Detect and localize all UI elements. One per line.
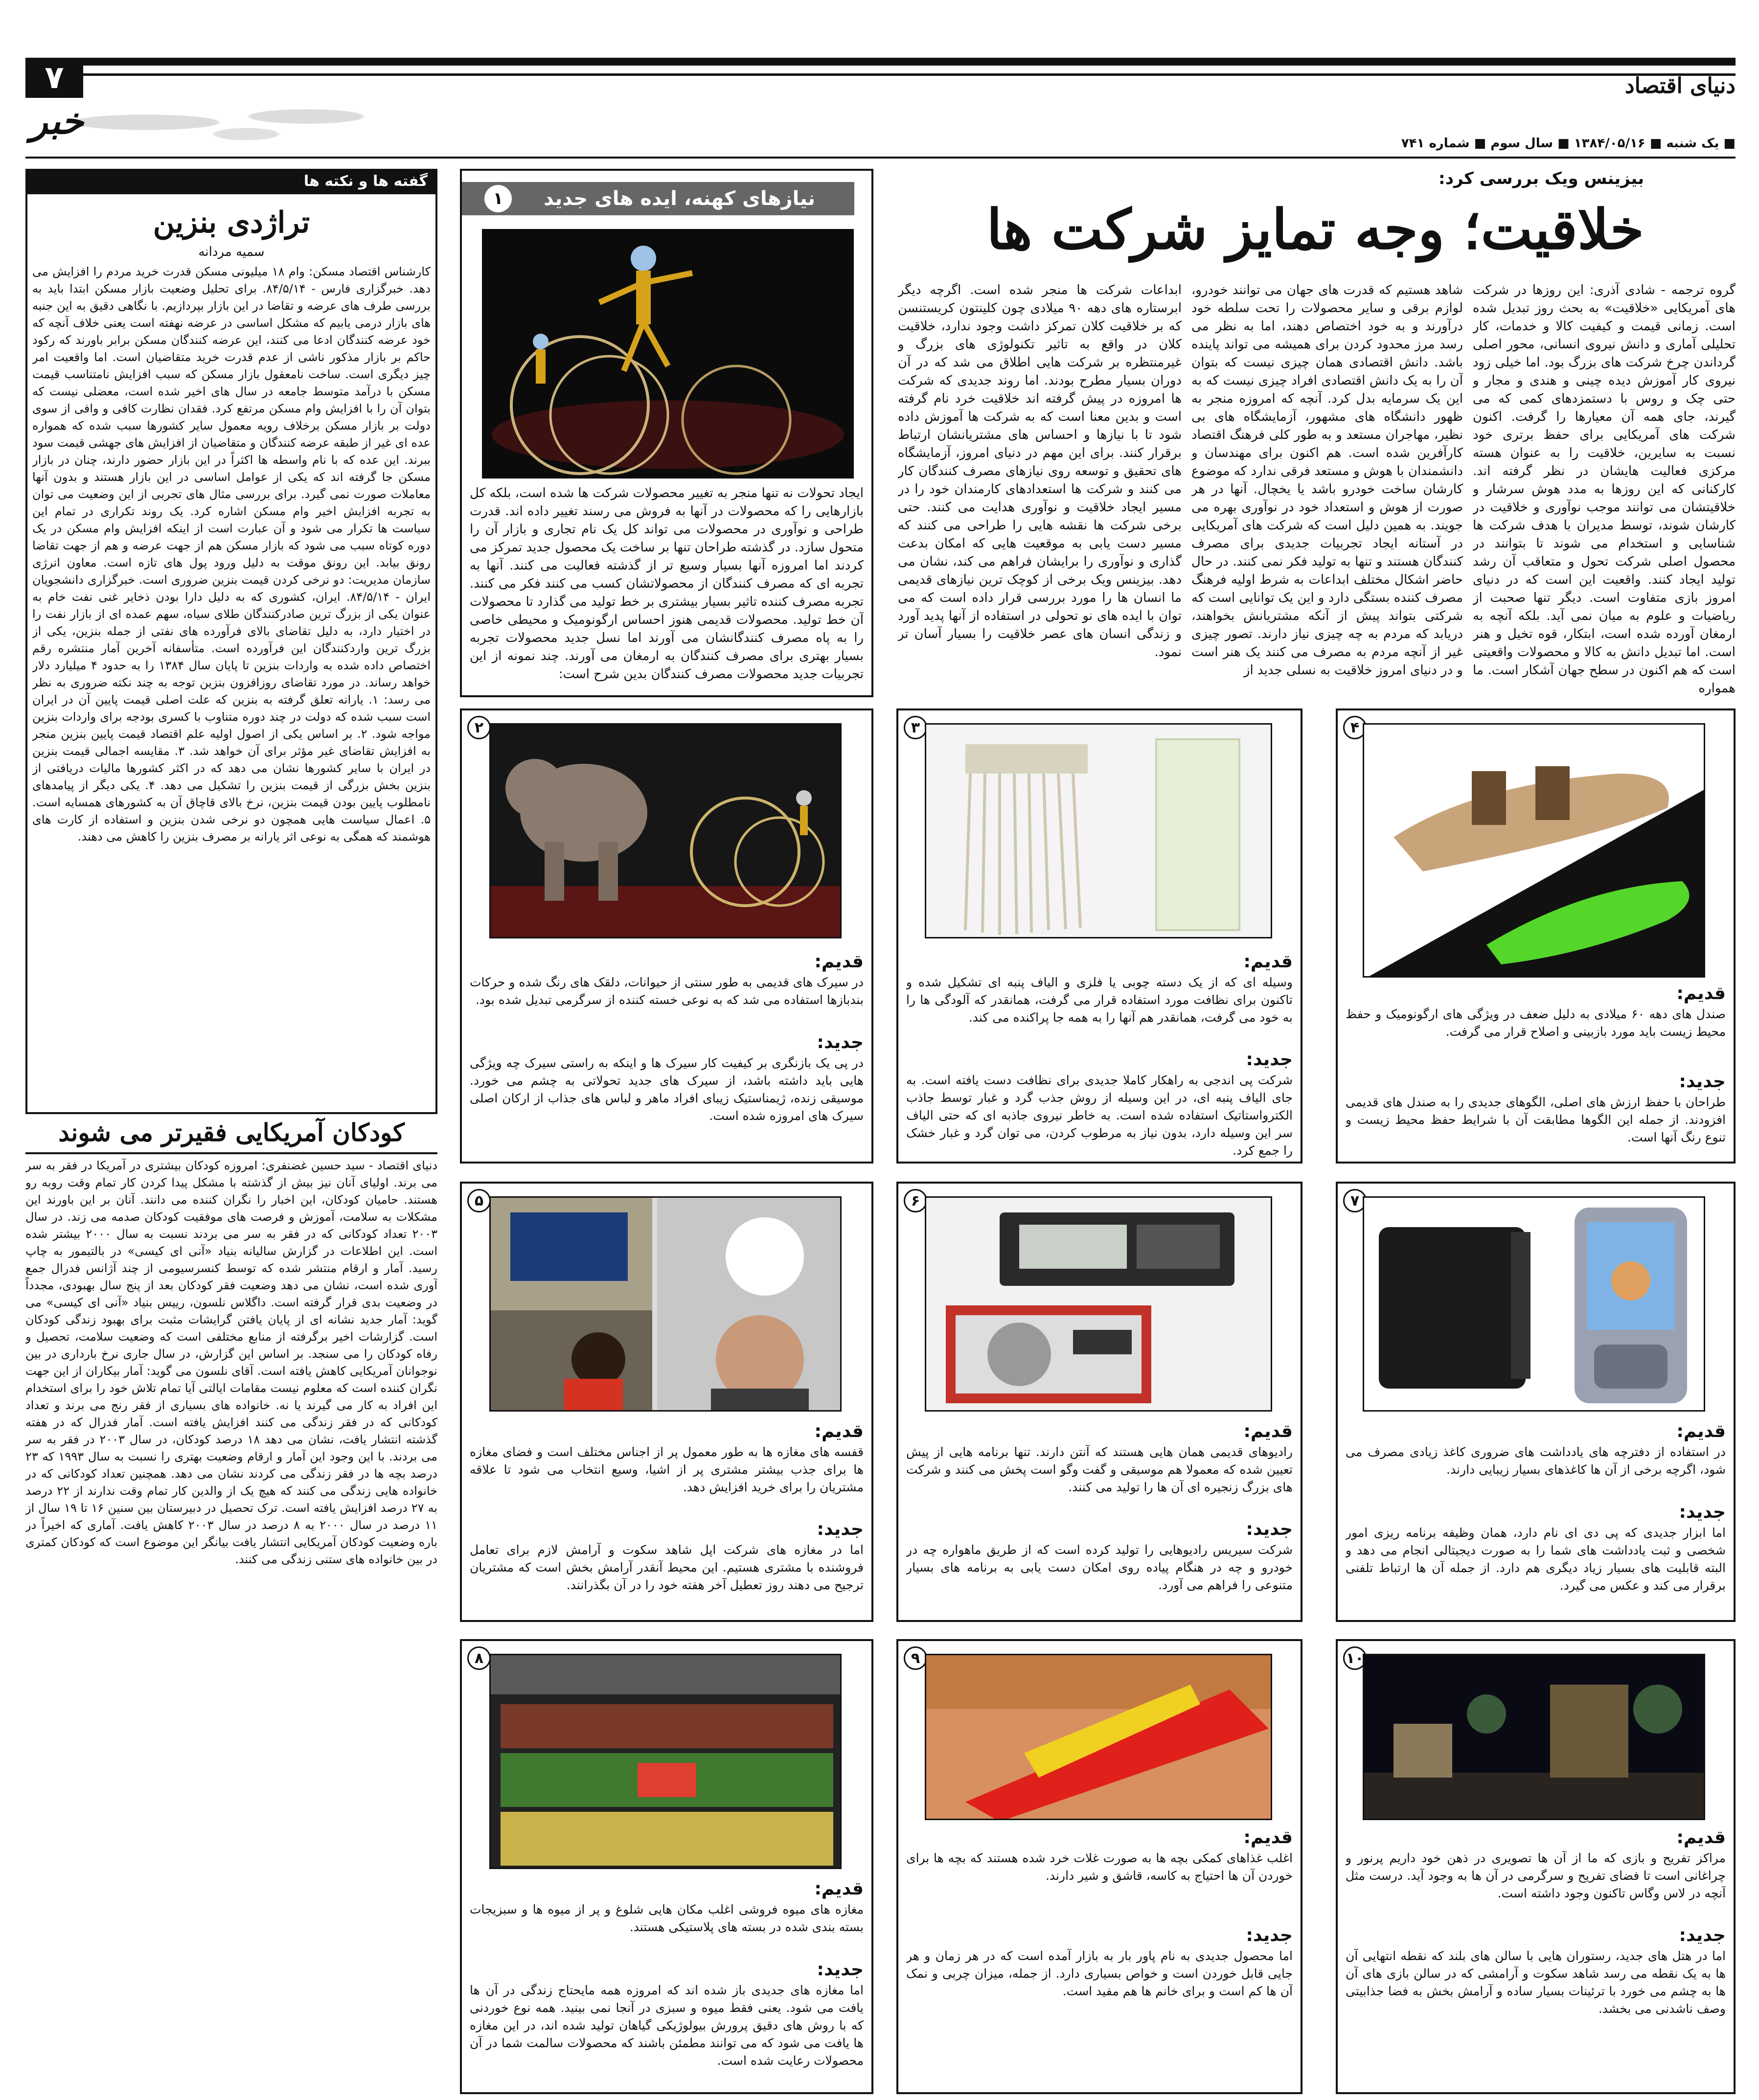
panel-7-new-label: جدید: <box>1679 1502 1726 1522</box>
panel-7-new-text: اما ابزار جدیدی که پی دی ای نام دارد، همان وظیفه برنامه ریزی امور شخصی و ثبت یادداشت های شما را به صورت دیجیتالی انجام می دهد و البته قابلیت های بسیار زیاد دیگری هم دارد. از جمله آن ها ارتباط تلفنی برقرار می کند و عکس می گیرد. <box>1346 1526 1726 1593</box>
panel-4-old-text: صندل های دهه ۶۰ میلادی به دلیل ضعف در ویژگی های ارگونومیک و حفظ محیط زیست باید مورد بازبینی و اصلاح قرار می گرفت. <box>1346 1007 1726 1039</box>
panel-10-number: ۱۰ <box>1343 1646 1367 1670</box>
panel-7-number: ۷ <box>1343 1189 1367 1212</box>
panel-3-number: ۳ <box>904 716 927 739</box>
panel-9-old-label: قدیم: <box>1243 1827 1293 1848</box>
acrobat-photo <box>482 229 854 479</box>
section-title: خبر <box>30 100 84 142</box>
article-column-1: گروه ترجمه - شادی آذری: این روزها در شرکت های آمریکایی «خلاقیت» به بحث روز تبدیل شده است. زمانی قیمت و کیفیت کالا و خدمات، کار تحلیلی آماری و دانش نیروی انسانی، محور اصلی گرداندن چرخ شرکت های بزرگ بود. اما خیلی زود نیروی کار آموزش دیده چینی و هندی و مجار و حتی چک و روس با دستمزدهای کمی که می گیرند، جای همه آن معیارها را گرفت. اکنون شرکت های آمریکایی برای حفظ برتری خود نسبت به سایرین، خلاقیت را به عنوان هسته مرکزی فعالیت هایشان در نظر گرفته اند. کارکنانی که این روزها به مدد هوش سرشار و خلاقیتشان می توانند موجب نوآوری و خلاقیت در کارشان شوند، توسط مدیران با هدف شرکت ها شناسایی و استخدام می شوند تا بتوانند در محصول اصلی شرکت تحول و متعاقب آن رشد تولید ایجاد کنند. واقعیت این است که در دنیای امروز بازی متفاوت است. دیگر تنها صحبت از ریاضیات و علوم به میان نمی آید. بلکه آنچه به ارمغان آورده شده است، ابتکار، قوه تخیل و هنر است. اما تبدیل دانش به کالا و محصولات واقعیتی است که هم اکنون در سطح جهان آشکار است. ما همواره <box>1473 283 1736 696</box>
article-headline: خلاقیت؛ وجه تمایز شرکت ها <box>986 198 1644 262</box>
panel-5-new-label: جدید: <box>817 1519 864 1539</box>
panel-6-new-label: جدید: <box>1246 1519 1293 1539</box>
panel-5-old-label: قدیم: <box>814 1421 864 1441</box>
panel-5-old-text: قفسه های مغازه ها به طور معمول پر از اجناس مختلف است و فضای مغازه ها برای جذب بیشتر مشتری پر از اشیا، وسیع انتخاب می شود تا علاقه مشتریان را برای خرید افزایش دهد. <box>470 1445 864 1494</box>
panel-3-old-text: وسیله ای که از یک دسته چوبی یا فلزی و الیاف پنبه ای تشکیل شده و تاکنون برای نظافت مورد استفاده قرار می گرفت، همانقدر که آلودگی ها را به خود می گرفت، همانقدر هم آنها را به همه جا پراکنده می کند. <box>906 975 1293 1025</box>
panel-8-new-label: جدید: <box>817 1960 864 1980</box>
hotel-night-photo <box>1363 1654 1705 1820</box>
panel-2-old-text: در سیرک های قدیمی به طور سنتی از حیوانات، دلقک های رنگ شده و حرکات بندبازها استفاده می شد که به نوعی خسته کننده از سرگرمی تبدیل شده بود. <box>470 975 864 1007</box>
panel-2-old-label: قدیم: <box>814 952 864 972</box>
panel-6-old-label: قدیم: <box>1243 1421 1293 1441</box>
issue-info: ■ یک شنبه ■ ۱۳۸۴/۰۵/۱۶ ■ سال سوم ■ شماره ۷۴۱ <box>1401 136 1736 151</box>
header-rule <box>25 157 1736 159</box>
apple-store-photo <box>489 1196 842 1412</box>
powerbar-photo <box>925 1654 1272 1820</box>
panel-4-number: ۴ <box>1343 716 1367 739</box>
grocery-photo <box>489 1654 842 1869</box>
panel-6-number: ۶ <box>904 1189 927 1212</box>
panel-8-old-text: مغازه های میوه فروشی اغلب مکان هایی شلوغ و پر از میوه ها و سبزیجات بسته بندی شده در بسته های پلاستیکی هستند. <box>470 1902 864 1934</box>
column-title: تراژدی بنزین <box>153 205 310 240</box>
panel-1-text: ایجاد تحولات نه تنها منجر به تغییر محصولات شرکت ها شده است، بلکه کل بازارهایی را که محصولات در آنها به فروش می رسند تغییر داده اند. قدرت طراحی و نوآوری در محصولات می تواند کل یک نام تجاری و بازار آن را متحول سازد. در گذشته طراحان تنها بر ساخت یک محصول جدید تمرکز می کردند اما امروزه آنها بسیار وسیع تر از گذشته فعالیت می کنند. آنها به تجربه ای که مصرف کنندگان از محصولاتشان کسب می کنند فکر می کنند. تجربه مصرف کننده تاثیر بسیار بیشتری بر خط تولید می گذارد تا محصولات آن خط تولید. محصولات قدیمی هنوز احساس ارگونومیک و محیطی خاصی را به پاه مصرف کنندگانشان می آورند اما نسل جدید محصولات تجربه بسیار بهتری برای مصرف کنندگان به ارمغان می آورند. چند نمونه از این تجربیات جدید محصولات مصرف کنندگان بدین شرح است: <box>470 486 864 682</box>
brand-logo: دنیای اقتصاد <box>1625 73 1736 98</box>
top-rule <box>25 58 1736 66</box>
panel-1-number: ۱ <box>484 185 512 212</box>
panel-9-old-text: اغلب غذاهای کمکی بچه ها به صورت غلات خرد شده هستند که بچه ها برای خوردن آن ها احتیاج به کاسه، قاشق و شیر دارند. <box>906 1851 1293 1883</box>
kids-article-title: کودکان آمریکایی فقیرتر می شوند <box>58 1118 405 1147</box>
panel-9-number: ۹ <box>904 1646 927 1670</box>
radio-photo <box>925 1196 1272 1412</box>
mop-photo <box>925 723 1272 938</box>
panel-7-old-label: قدیم: <box>1676 1421 1726 1441</box>
panel-10-new-text: اما در هتل های جدید، رستوران هایی با سالن های بلند که نقطه انتهایی آن ها به یک نقطه می رسد شاهد سکوت و آرامشی که در سالن بازی های آن ها به چشم می خورد با ترئینات بسیار ساده و آرامش بخش به فضا جذابیتی وصف ناشدنی می بخشد. <box>1346 1949 1726 2016</box>
panel-4-new-label: جدید: <box>1679 1072 1726 1092</box>
panel-9-new-label: جدید: <box>1246 1925 1293 1945</box>
panel-7-old-text: در استفاده از دفترچه های یادداشت های ضروری کاغذ زیادی مصرف می شود، اگرچه برخی از آن ها کاغذهای بسیار زیبایی دارند. <box>1346 1445 1726 1477</box>
kids-rule <box>25 1152 437 1154</box>
panel-3-new-label: جدید: <box>1246 1050 1293 1070</box>
circus-elephant-photo <box>489 723 842 938</box>
panel-9-new-text: اما محصول جدیدی به نام پاور بار به بازار آمده است که در هر زمان و هر جایی قابل خوردن است و خواص بسیاری دارد. از جمله، میزان چربی و نمک آن ها کم است و برای خانم ها هم مفید است. <box>906 1949 1293 1998</box>
pda-photo <box>1363 1196 1705 1412</box>
panel-2-number: ۲ <box>467 716 491 739</box>
kids-article-body: دنیای اقتصاد - سید حسین غضنفری: امروزه کودکان بیشتری در آمریکا در فقر به سر می برند. اولیای آنان نیز بیش از گذشته با مشکل پیدا کردن کار تمام وقت روبه رو هستند. حامیان کودکان، این اخبار را نگران کننده می دانند. آنان بر این باورند این مشکلات به سلامت، آموزش و فرصت های موفقیت کودکان صدمه می زند. در سال ۲۰۰۳ تعداد کودکانی که در فقر به سر می بردند نسبت به سال ۲۰۰۰ بیشتر شده است. این اطلاعات در گزارش سالیانه بنیاد «آنی ای کیسی» در بالتیمور به چاپ رسید. آمار و ارقام منتشر شده که توسط کنسرسیومی از چند آژانس فدرال جمع آوری شده است، نشان می دهد وضعیت فقر کودکان بعد از پنج سال بهبودی، مجدداً در وضعیت بدی قرار گرفته است. داگلاس نلسون، رییس بنیاد «آنی ای کیسی» می گوید: آمار جدید نشانه ای از پایان یافتن گرایشات مثبت برای بهبود زندگی کودکان است. گزارشات اخیر برگرفته از منابع مختلفی است که وضعیت سلامت، تحصیل و رفاه کودکان را می سنجد. بر اساس این گزارش، در سال جاری نرخ بارداری در بین نوجوانان آمریکایی کاهش یافته است. آقای نلسون می گوید: آمار بیکاران از این جهت نگران کننده است که معلوم نیست مقامات ایالتی آیا تمام تلاش خود را برای استخدام این افراد به کار می گیرند یا نه. خانواده های بسیاری از فقر رنج می برند و تعداد کودکانی که در فقر زندگی می کنند افزایش یافته است. آمار فدرال که در هفته گذشته انتشار یافت، نشان می دهد ۱۸ درصد کودکان، در سال ۲۰۰۳ در فقر به سر می بردند. با این وجود این آمار و ارقام وضعیت بهتری را نسبت به سال ۱۹۹۳ که ۲۳ درصد بچه ها در فقر زندگی می کردند نشان می دهد. همچنین تعداد کودکانی که در خانواده هایی زندگی می کنند که هیچ یک از والدین کار تمام وقت ندارند از ۲۲ درصد به ۲۷ درصد افزایش یافته است. ترک تحصیل در دبیرستان بین سنین ۱۶ تا ۱۹ سال از ۱۱ درصد در سال ۲۰۰۰ به ۸ درصد در سال ۲۰۰۳ کاهش یافت. آماری که اخیراً در باره وضعیت کودکان آمریکایی انتشار یافت بیانگر این موضوع است که کودکان کمتری در بین خانواده های ستنی زندگی می کنند. <box>25 1159 437 1566</box>
panel-8-old-label: قدیم: <box>814 1879 864 1899</box>
panel-2-new-text: در پی یک بازنگری بر کیفیت کار سیرک ها و اینکه به راستی سیرک چه ویژگی هایی باید داشته باشد، از سیرک های جدید تحولاتی به چشم می خورد. موسیقی زنده، ژیمناستیک زیبای افراد ماهر و لباس های جذاب از ارکان اصلی سیرک های امروزه شده است. <box>470 1056 864 1123</box>
panel-10-old-text: مراکز تفریح و بازی که ما از آن ها تصویری در ذهن خود داریم پرنور و چراغانی است تا فضای تفریح و سرگرمی در آن ها به وجود آید. درست مثل آنچه در لاس وگاس تاکنون وجود داشته است. <box>1346 1851 1726 1900</box>
panel-6-new-text: شرکت سیریس رادیوهایی را تولید کرده است که از طریق ماهواره چه در خودرو و چه در هنگام پیاده روی امکان دست یابی به برنامه های بسیار متنوعی را فراهم می آورد. <box>906 1543 1293 1592</box>
panel-4-old-label: قدیم: <box>1676 983 1726 1004</box>
panel-2-new-label: جدید: <box>817 1032 864 1052</box>
article-supertitle: بیزینس ویک بررسی کرد: <box>1438 169 1644 188</box>
sandal-photo <box>1363 723 1705 978</box>
article-column-2: شاهد هستیم که قدرت های جهان می توانند خودرو، لوازم برقی و سایر محصولات را تحت سلطه خود درآورند و به خود اختصاص دهند، اما به نظر می رسد مرز محدود کردن برای همیشه می تواند پاینده باشد. دانش اقتصادی همان چیزی نیست که بتوان آن را به یک دانش اقتصادی افراد چیزی نیست که به این یک سرمایه بدل کرد. آنچه که امروزه منجر به ظهور دانشگاه های مشهور، آزمایشگاه های بی نظیر، مهاجران مستعد و به طور کلی فرهنگ اقتصاد کارآفرین شده است. هم اکنون برای مهندسان و دانشمندان با هوش و مستعد فرقی ندارد که موضوع کارشان ساخت خودرو باشد یا یخچال. آنها در هر صورت از هوش و استعداد خود در نوآوری بهره می جویند. به همین دلیل است که شرکت های آمریکایی در آستانه ایجاد تجربیات جدیدی برای مصرف کنندگان هستند و تنها به تولید فکر نمی کنند. در حال حاضر اشکال مختلف ابداعات به شرط اولیه فرهنگ مصرف کننده بستگی دارد و این یک توانایی است که شرکتی بتواند پیش از آنکه مشتریانش بخواهند، دریابد که مردم به چه چیزی نیاز دارند. تصور چیزی غیر از آنچه مردم به مصرف می کنند یک هنر است و در دنیای امروز خلاقیت به نسلی جدید از <box>1191 283 1463 678</box>
panel-8-new-text: اما مغازه های جدیدی باز شده اند که امروزه همه مایحتاج زندگی در آن ها یافت می شود. یعنی فقط میوه و سبزی در آنجا نمی بینید. همه نوع خوردنی که با روش های دقیق پرورش بیولوژیکی گیاهان تولید شده اند، در این مغازه ها یافت می شود که می توانند مطمئن باشند که محصولات سالمت شما در آن محصولات رعایت شده است. <box>470 1983 864 2068</box>
panel-6-old-text: رادیوهای قدیمی همان هایی هستند که آنتن دارند. تنها برنامه هایی از پیش تعیین شده که معمولا هم موسیقی و گفت وگو است پخش می کنند و شرکت های بزرگ زنجیره ای آن ها را تولید می کنند. <box>906 1445 1293 1494</box>
column-author: سمیه مردانه <box>198 245 265 259</box>
panel-4-new-text: طراحان با حفظ ارزش های اصلی، الگوهای جدیدی را به صندل های قدیمی افزودند. از جمله این الگوها مطابقت آن با شرایط حفظ محیط زیست و تنوع رنگ آنها است. <box>1346 1095 1726 1144</box>
panel-5-number: ۵ <box>467 1189 491 1212</box>
panel-1-label: نیازهای کهنه، ایده های جدید <box>462 182 854 215</box>
panel-3-old-label: قدیم: <box>1243 952 1293 972</box>
panel-10-new-label: جدید: <box>1679 1925 1726 1945</box>
panel-3-new-text: شرکت پی اندجی به راهکار کاملا جدیدی برای نظافت دست یافته است. به جای الیاف پنبه ای، در این وسیله از روش جذب گرد و غبار توسط جاذب الکترواستاتیک استفاده شده است. به خاطر نیروی جاذبه ای که حتی الیاف سر این وسیله دارد، بدون نیاز به مرطوب کردن، می توان گرد و غبار خشک را جمع کرد. <box>906 1073 1293 1158</box>
panel-10-old-label: قدیم: <box>1676 1827 1726 1848</box>
panel-8-number: ۸ <box>467 1646 491 1670</box>
article-column-3: ابداعات شرکت ها منجر شده است. اگرچه دیگر ابرستاره های دهه ۹۰ میلادی چون کلینتون کریستنسن که بر خلاقیت کلان تمرکز داشت وجود ندارد، خلاقیت کلان در واقع به تاثیر تکنولوژی های بزرگ و غیرمنتظره بر شرکت هایی اطلاق می شد که در آن دوران بسیار مطرح بودند. اما روند جدیدی که شرکت ها امروزه در پیش گرفته اند خلاقیت خرد نام گرفته است و بدین معنا است که به شرکت ها آموزش داده شود تا با نیازها و احساس های مشتریانشان ارتباط برقرار کنند. برای این مهم در دنیای امروز، آزمایشگاه های تحقیق و توسعه روی نیازهای مصرف کنندگان کار می کنند و شرکت ها استعدادهای کارمندان خود را در مسیر ایجاد خلاقیت و نوآوری هدایت می کنند. حتی برخی شرکت ها نقشه هایی را طراحی می کنند که مسیر دست یابی به موقعیت هایی که امکان بدعت گذاری و نوآوری را برایشان فراهم می کند، نشان می دهد. بیزینس ویک برخی از کوچک ترین نیازهای قدیمی ما انسان ها را مورد بررسی قرار داده است که می توان با ایده های نو تحولی در استفاده از آنها پدید آورد و زندگی انسان های عصر خلاقیت را بسیار آسان تر نمود. <box>898 283 1182 660</box>
panel-5-new-text: اما در مغازه های شرکت اپل شاهد سکوت و آرامش لازم برای تعامل فروشنده با مشتری هستیم. این محیط آنقدر آرامش بخش است که مشتریان ترجیح می دهند روز تعطیل آخر هفته خود را در آن بگذرانند. <box>470 1543 864 1592</box>
page-number: ۷ <box>25 58 83 98</box>
column-body: کارشناس اقتصاد مسکن: وام ۱۸ میلیونی مسکن قدرت خرید مردم را افزایش می دهد. خبرگزاری فارس - ۸۴/۵/۱۴. برای تحلیل وضعیت بازار مسکن ابتدا باید به بررسی طرف های عرضه و تقاضا در این بازار بپردازیم. با نگاهی دقیق به این جنبه های بازار درمی یابیم که مشکل اساسی در عرضه نهفته است یعنی خلاف آنچه که خود عرضه کنندگان ادعا می کنند، این عرضه کنندگان مسکن برابر باورند که رکود حاکم بر بازار مذکور ناشی از عدم قدرت خرید متقاضیان است. اما واقعیت امر چیز دیگری است. ساخت نامعقول بازار مسکن که سبب افزایش نامتناسب قیمت مسکن با درآمد متوسط جامعه در سال های اخیر شده است، معضلی نیست که بتوان آن را با افزایش وام مسکن مرتفع کرد. فقدان نظارت کافی و وافی از سوی دولت بر بازار مسکن برخلاف رویه معمول سایر کشورها سبب شده که همواره عده ای غیر از طبقه عرضه کنندگان و متقاضیان از افزایش های جهشی قیمت سود ببرند. این عده که با نام واسطه ها اکثراً در این بازار حضور دارند، چنان در بازار مسکن جا گرفته اند که یکی از عوامل اساسی در این بازار هستند و بدون آنها معاملات صورت نمی گیرد. برای بررسی مثال های تجربی از این وضعیت می توان به تجربه افزایش اخیر وام مسکن اشاره کرد. یک روند تکراری در تمام این سیاست ها تکرار می شود و آن عبارت است از اینکه افزایش وام مسکن در یک دوره کوتاه سبب می شود که بازار مسکن هم از جهت عرضه و هم از جهت تقاضا رونق بیابد. این رونق موقت به دلیل ورود پول های تازه است. معاون انرژی سازمان مدیریت: دو نرخی کردن قیمت بنزین ضروری است. خبرگزاری دانشجویان ایران - ۸۴/۵/۱۴. ایران، کشوری که به دلیل دارا بودن ذخایر غنی نفت خام به عنوان یکی از بزرگ ترین صادرکنندگان طلای سیاه، سهم عمده ای از بازار نفت را در اختیار دارد، به دلیل تقاضای بالای فرآورده های نفتی از جمله بنزین، یکی از بزرگ ترین واردکنندگان این فرآورده است. متأسفانه آخرین آمار منتشره رقم اختصاص داده شده به واردات بنزین تا پایان سال ۱۳۸۴ را به حدود ۴ میلیارد دلار خواهد رساند. در مورد تقاضای روزافزون بنزین توجه به چند نکته ضروری به نظر می رسد: ۱. یارانه تعلق گرفته به بنزین که علت اصلی قیمت پایین آن در ایران است سبب شده که دولت در چند دوره متناوب با کسری بودجه برای واردات بنزین مواجه شود. ۲. بر اساس یکی از اصول اولیه علم اقتصاد قیمت پایین بنزین منجر به افزایش تقاضای غیر مؤثر برای آن خواهد شد. ۳. مقایسه اجمالی قیمت بنزین در ایران با سایر کشورها نشان می دهد که در اکثر کشورها مالیات دریافتی از بنزین بخش بزرگی از قیمت بنزین را تشکیل می دهد. ۴. یکی دیگر از پیامدهای نامطلوب پایین بودن قیمت بنزین، نرخ بالای قاچاق آن به کشورهای همسایه است. ۵. اعمال سیاست هایی همچون دو نرخی شدن بنزین و استفاده از کارت های هوشمند که همگی به نوعی اثر یارانه بر مصرف بنزین را کاهش می دهند. <box>32 265 431 844</box>
top-rule-thin <box>83 73 1736 76</box>
column-tag: گفته ها و نکته ها <box>25 169 437 194</box>
